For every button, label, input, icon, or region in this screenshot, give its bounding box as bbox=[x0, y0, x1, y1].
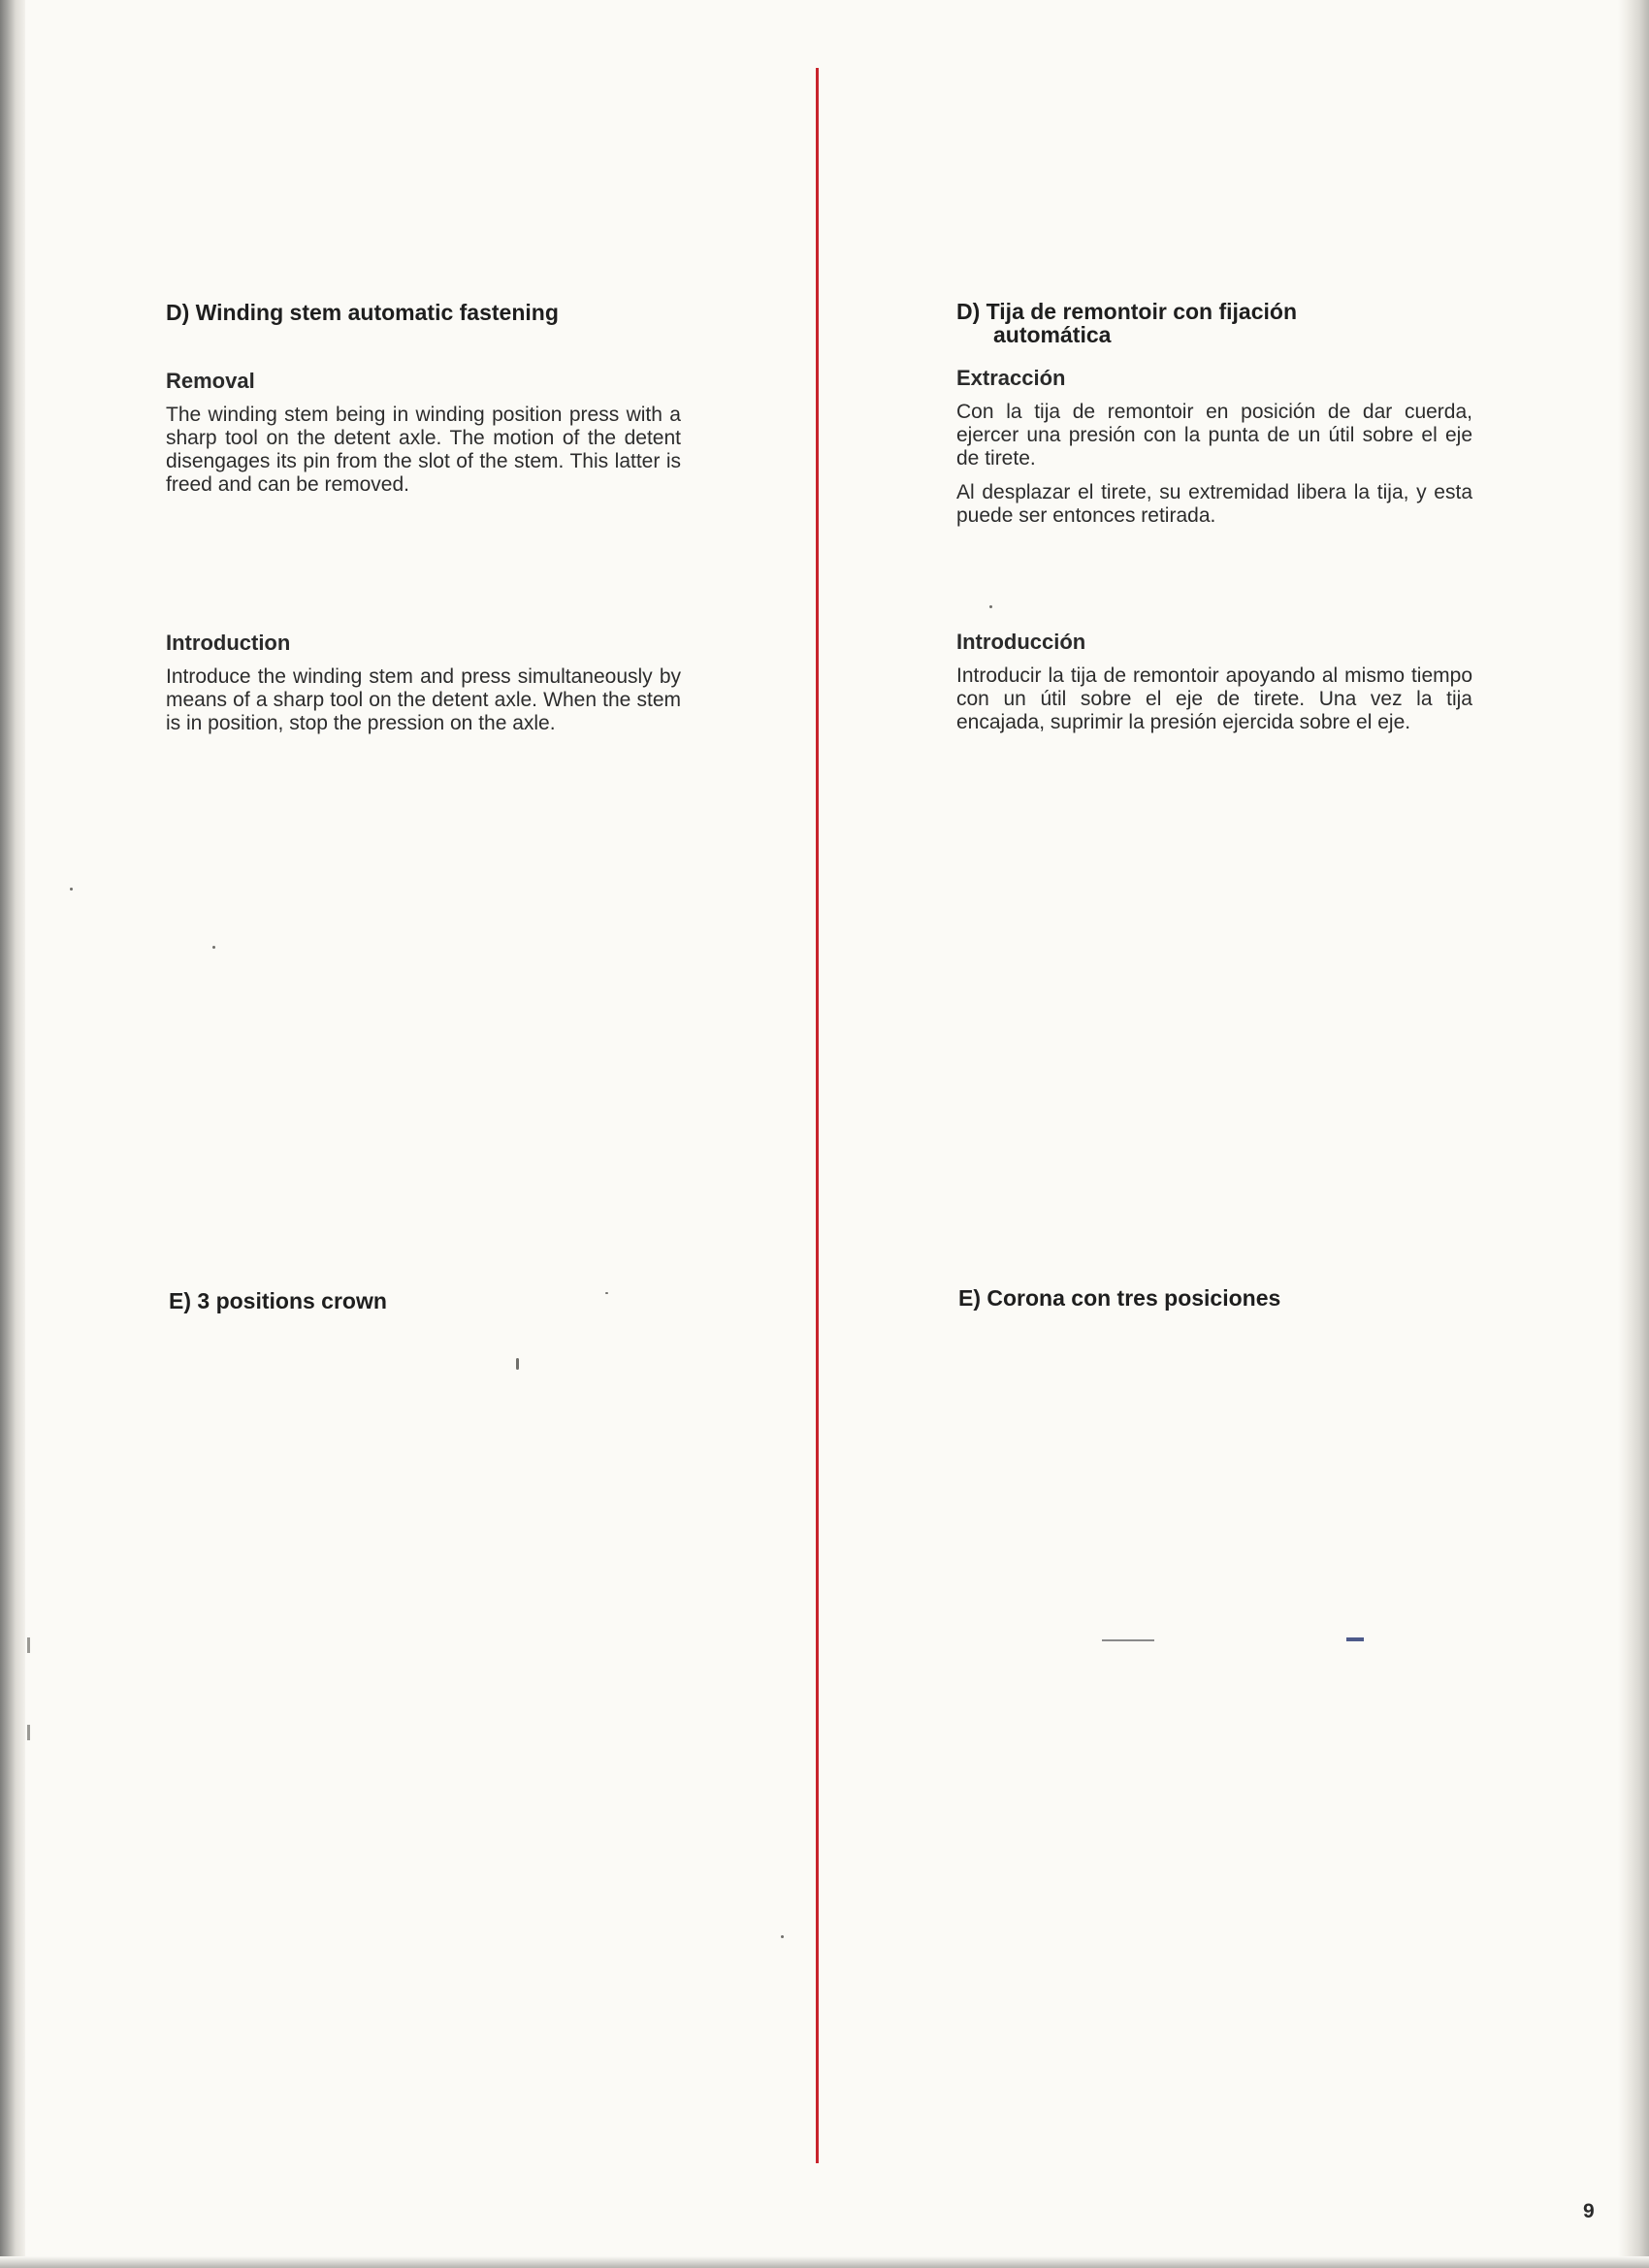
section-d-title-en: D) Winding stem automatic fastening bbox=[166, 300, 559, 325]
section-e-title-es: E) Corona con tres posiciones bbox=[958, 1285, 1281, 1311]
extraccion-text-2: Al desplazar el tirete, su extremidad libera la tija, y esta puede ser entonces retirada. bbox=[956, 481, 1472, 527]
introduccion-heading: Introducción bbox=[956, 630, 1086, 654]
page-number: 9 bbox=[1583, 2200, 1595, 2222]
scan-speck bbox=[605, 1292, 608, 1294]
section-e-title-en: E) 3 positions crown bbox=[169, 1288, 387, 1313]
scan-smudge bbox=[1346, 1637, 1364, 1641]
section-d-title-es bbox=[956, 300, 1472, 346]
section-d-title-es-line2: automática bbox=[993, 322, 1112, 347]
scan-speck bbox=[781, 1935, 784, 1938]
scan-speck bbox=[70, 888, 73, 891]
page-edge-right bbox=[1618, 0, 1649, 2268]
section-d-title-es-line1: D) Tija de remontoir con fijación bbox=[956, 299, 1298, 324]
extraccion-text-1: Con la tija de remontoir en posición de dar cuerda, ejercer una presión con la punta de un útil sobre el eje de tirete. bbox=[956, 401, 1472, 470]
introduccion-text: Introducir la tija de remontoir apoyando al mismo tiempo con un útil sobre el eje de tirete. Una vez la tija encajada, suprimir la presión ejercida sobre el eje. bbox=[956, 664, 1472, 733]
extraccion-heading: Extracción bbox=[956, 366, 1066, 390]
introduction-heading: Introduction bbox=[166, 631, 291, 655]
scan-speck bbox=[212, 946, 215, 949]
scan-smudge bbox=[1102, 1639, 1154, 1641]
binding-mark bbox=[27, 1725, 30, 1740]
page-edge-left bbox=[0, 0, 25, 2268]
scan-speck bbox=[516, 1358, 519, 1370]
introduction-text: Introduce the winding stem and press simultaneously by means of a sharp tool on the detent axle. When the stem is in position, stop the pression on the axle. bbox=[166, 665, 681, 734]
scan-speck bbox=[989, 605, 992, 608]
removal-text: The winding stem being in winding position press with a sharp tool on the detent axle. The motion of the detent disengages its pin from the slot of the stem. This latter is freed and can be removed. bbox=[166, 404, 681, 496]
page-edge-bottom bbox=[0, 2256, 1649, 2268]
binding-mark bbox=[27, 1637, 30, 1653]
column-divider bbox=[816, 68, 819, 2163]
removal-heading: Removal bbox=[166, 369, 255, 393]
